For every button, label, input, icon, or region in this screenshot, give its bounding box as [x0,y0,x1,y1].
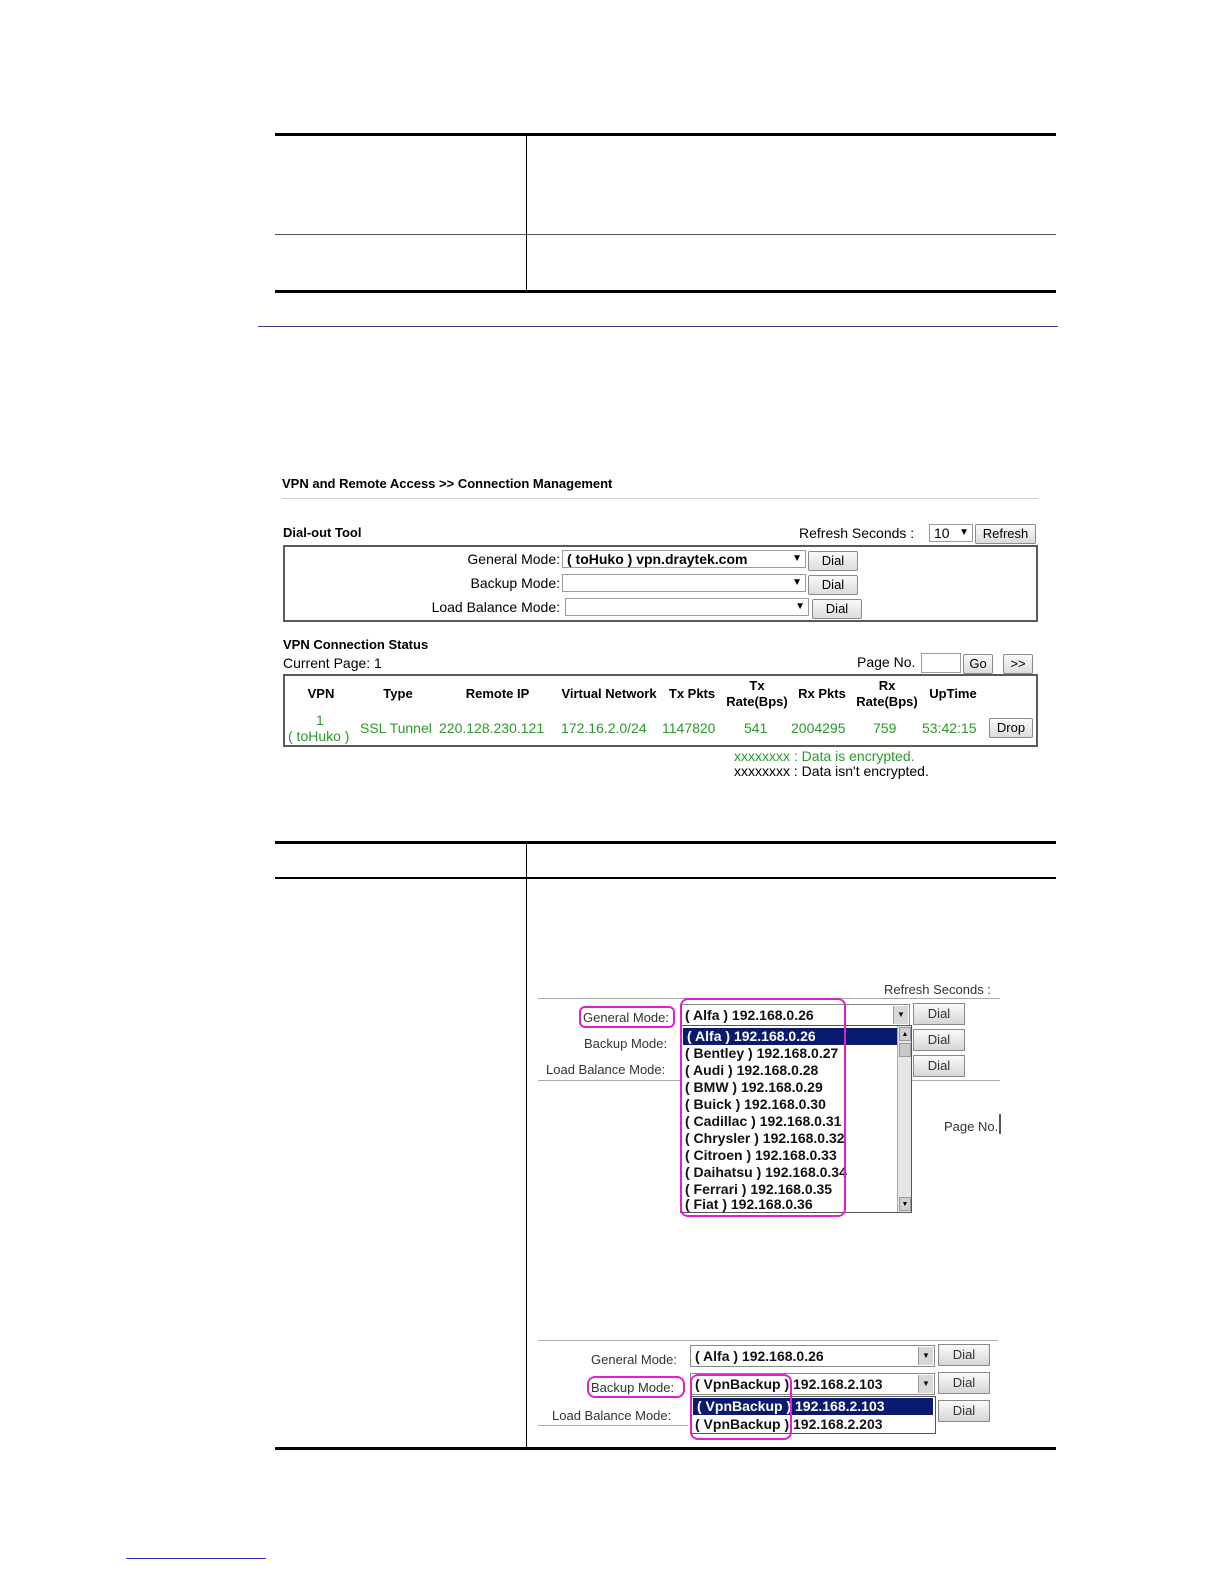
row-rx-rate: 759 [873,720,897,736]
chevron-down-icon: ▼ [792,577,802,588]
col-vpn: VPN [307,686,335,701]
screen3-top-line [538,1340,998,1341]
dropdown-option[interactable]: ( Buick ) 192.168.0.30 [685,1096,826,1112]
col-type: Type [383,686,413,701]
drop-button[interactable]: Drop [989,718,1033,738]
dialout-title: Dial-out Tool [283,525,362,540]
dropdown-option[interactable]: ( VpnBackup ) 192.168.2.203 [695,1416,883,1432]
dropdown-option[interactable]: ( Daihatsu ) 192.168.0.34 [685,1164,847,1180]
loadbalance-mode-select[interactable] [565,598,809,616]
general-mode-select[interactable] [562,550,806,568]
legend-encrypted: xxxxxxxx : Data is encrypted. [734,748,915,764]
general-mode-label-3: General Mode: [591,1352,677,1367]
scroll-down-icon[interactable]: ▼ [899,1197,911,1211]
general-mode-label-2: General Mode: [583,1010,669,1025]
chevron-down-icon: ▼ [792,553,802,564]
table-row-rule [275,234,1056,235]
scroll-up-icon[interactable]: ▲ [899,1027,911,1041]
go-button[interactable]: Go [963,654,993,674]
loadbalance-dial-button[interactable]: Dial [812,599,862,619]
table2-header-rule [275,877,1056,879]
refresh-seconds-label-2: Refresh Seconds : [884,982,991,997]
table2-column-divider [526,844,527,1448]
col-tx-rate-line2: Rate(Bps) [726,694,788,709]
vpn-status-title: VPN Connection Status [283,637,429,652]
general-dial-button-3[interactable]: Dial [938,1344,990,1366]
dropdown-option[interactable]: ( VpnBackup ) 192.168.2.103 [693,1398,933,1415]
dropdown-option[interactable]: ( Cadillac ) 192.168.0.31 [685,1113,842,1129]
backup-dial-button[interactable]: Dial [808,575,858,595]
legend-not-encrypted: xxxxxxxx : Data isn't encrypted. [734,763,929,779]
screen3-bottom-line [538,1425,688,1426]
col-tx-pkts: Tx Pkts [668,686,716,701]
dropdown-option[interactable]: ( Audi ) 192.168.0.28 [685,1062,819,1078]
backup-mode-value-3: ( VpnBackup ) 192.168.2.103 [695,1376,883,1392]
backup-dial-button-2[interactable]: Dial [913,1029,965,1051]
row-vpn-name: ( toHuko ) [288,728,350,744]
general-dropdown-highlight [680,998,846,1217]
section-divider [258,326,1058,327]
backup-mode-label-3: Backup Mode: [591,1380,675,1395]
dropdown-option[interactable]: ( Citroen ) 192.168.0.33 [685,1147,837,1163]
chevron-down-icon: ▼ [918,1347,933,1365]
general-mode-value-3: ( Alfa ) 192.168.0.26 [695,1348,824,1364]
col-remote-ip: Remote IP [465,686,530,701]
row-tx-pkts: 1147820 [662,720,716,736]
refresh-seconds-select[interactable] [929,524,973,542]
footer-link-underline [126,1558,266,1559]
backup-mode-label: Backup Mode: [470,575,560,591]
general-dial-button[interactable]: Dial [808,551,858,571]
col-rx-rate [854,678,920,710]
table-column-divider [526,136,527,291]
dropdown-option[interactable]: ( Bentley ) 192.168.0.27 [685,1045,839,1061]
loadbalance-mode-label-3: Load Balance Mode: [552,1408,672,1423]
page-breadcrumb: VPN and Remote Access >> Connection Management [282,476,613,491]
dropdown-option[interactable]: ( BMW ) 192.168.0.29 [685,1079,823,1095]
page-no-input-2[interactable] [999,1114,1001,1134]
refresh-seconds-label: Refresh Seconds : [799,525,915,541]
backup-mode-label-2: Backup Mode: [584,1036,668,1051]
backup-mode-select[interactable] [562,574,806,592]
general-mode-label: General Mode: [467,551,560,567]
row-rx-pkts: 2004295 [791,720,846,736]
col-rx-pkts: Rx Pkts [798,686,846,701]
row-remote-ip: 220.128.230.121 [439,720,545,736]
chevron-down-icon: ▼ [795,601,805,612]
general-mode-value-2: ( Alfa ) 192.168.0.26 [685,1007,814,1023]
row-type: SSL Tunnel [360,720,432,736]
table2-bottom-rule [275,1447,1056,1450]
general-dial-button-2[interactable]: Dial [913,1003,965,1025]
backup-mode-label-highlight [587,1376,685,1398]
refresh-seconds-value: 10 [934,525,950,541]
table-bottom-rule [275,290,1056,293]
chevron-down-icon: ▼ [959,527,969,538]
general-mode-select-3[interactable] [690,1345,935,1367]
col-rx-rate-line1: Rx [878,678,896,693]
dropdown-option[interactable]: ( Alfa ) 192.168.0.26 [683,1028,909,1045]
row-virtual-network: 172.16.2.0/24 [561,720,647,736]
general-mode-value: ( toHuko ) vpn.draytek.com [567,551,748,567]
next-page-button[interactable]: >> [1003,654,1033,674]
col-tx-rate-line1: Tx [749,678,765,693]
col-virtual-network: Virtual Network [561,686,657,701]
row-vpn-index: 1 [316,712,324,728]
loadbalance-dial-button-2[interactable]: Dial [913,1055,965,1077]
backup-dial-button-3[interactable]: Dial [938,1372,990,1394]
loadbalance-mode-label-2: Load Balance Mode: [546,1062,666,1077]
general-mode-label-highlight [579,1006,675,1028]
page-no-input[interactable] [921,653,961,673]
row-tx-rate: 541 [744,720,768,736]
refresh-button[interactable]: Refresh [975,524,1036,544]
vpn-status-table [283,674,1038,747]
dropdown-option[interactable]: ( Chrysler ) 192.168.0.32 [685,1130,845,1146]
current-page-text: Current Page: 1 [283,655,382,671]
table2-top-rule [275,841,1056,844]
chevron-down-icon: ▼ [918,1375,933,1393]
loadbalance-dial-button-3[interactable]: Dial [938,1400,990,1422]
dropdown-scrollbar[interactable] [897,1026,912,1212]
dropdown-option[interactable]: ( Ferrari ) 192.168.0.35 [685,1181,833,1197]
col-tx-rate [724,678,790,710]
scroll-thumb[interactable] [899,1043,911,1057]
loadbalance-mode-label: Load Balance Mode: [431,599,560,615]
chevron-down-icon: ▼ [893,1006,908,1024]
breadcrumb-separator [282,498,1038,499]
backup-dropdown-highlight [690,1374,792,1440]
dropdown-option[interactable]: ( Fiat ) 192.168.0.36 [685,1196,813,1212]
page-no-label-2: Page No. [944,1119,999,1134]
row-uptime: 53:42:15 [922,720,977,736]
col-rx-rate-line2: Rate(Bps) [856,694,918,709]
col-uptime: UpTime [929,686,977,701]
table-top-rule [275,133,1056,136]
page-no-label: Page No. [857,654,916,670]
